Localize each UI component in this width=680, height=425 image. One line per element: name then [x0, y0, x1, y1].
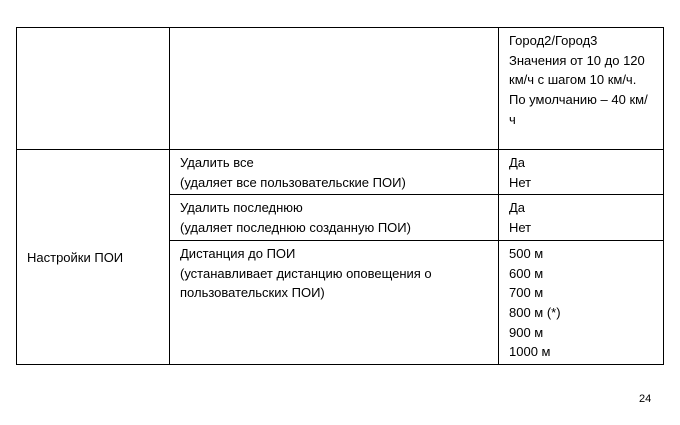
table-cell-empty — [17, 28, 170, 150]
setting-description: (удаляет последнюю созданную ПОИ) — [180, 220, 411, 236]
setting-name: Дистанция до ПОИ — [180, 245, 296, 261]
settings-table — [16, 27, 664, 365]
page-number: 24 — [639, 393, 652, 405]
setting-description: (устанавливает дистанцию оповещения о пользовательских ПОИ) — [180, 265, 432, 301]
setting-name: Удалить последнюю — [180, 200, 303, 216]
cell-line: Значения от 10 до 120 км/ч с шагом 10 км/ч. — [509, 52, 645, 88]
setting-value: Да — [509, 155, 526, 170]
setting-value: Нет — [509, 174, 532, 190]
setting-values-cell — [499, 240, 664, 364]
setting-value: 600 м — [509, 265, 544, 281]
setting-description-cell — [170, 150, 499, 195]
setting-description-cell — [170, 240, 499, 364]
speed-values-cell — [499, 28, 664, 150]
setting-value: Да — [509, 200, 526, 216]
setting-values-cell — [499, 150, 664, 195]
setting-values-cell — [499, 195, 664, 240]
setting-value: Нет — [509, 220, 532, 236]
setting-value: 800 м (*) — [509, 304, 561, 320]
cell-line: По умолчанию – 40 км/ч — [509, 92, 648, 127]
table-row — [17, 150, 664, 195]
setting-value: 900 м — [509, 324, 544, 340]
poi-settings-group-label: Настройки ПОИ — [17, 150, 170, 365]
setting-description: (удаляет все пользовательские ПОИ) — [180, 174, 406, 190]
setting-value: 1000 м — [509, 344, 551, 360]
cell-line: Город2/Город3 — [509, 33, 598, 48]
setting-value: 500 м — [509, 245, 544, 261]
table-row — [17, 28, 664, 150]
table-cell-empty — [170, 28, 499, 150]
setting-value: 700 м — [509, 285, 544, 301]
setting-description-cell — [170, 195, 499, 240]
setting-name: Удалить все — [180, 155, 254, 170]
